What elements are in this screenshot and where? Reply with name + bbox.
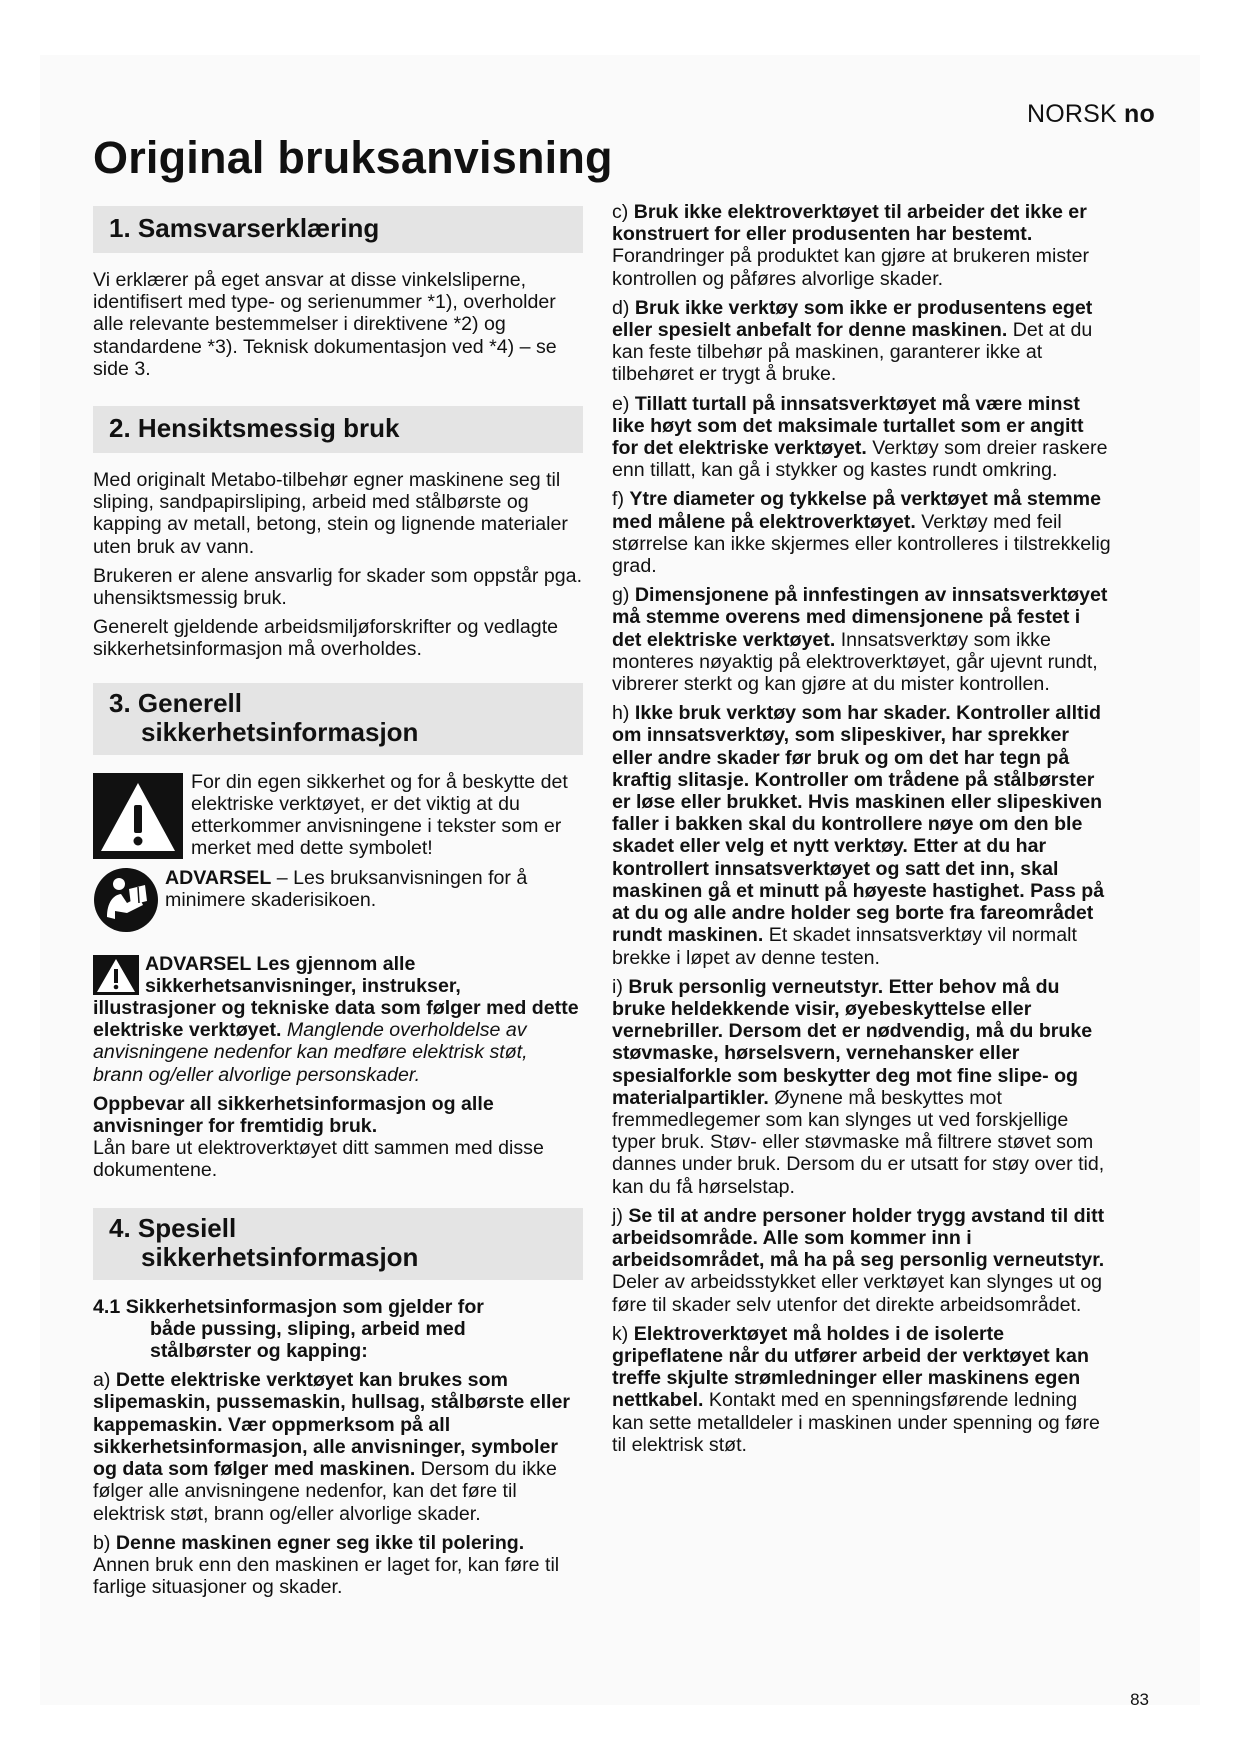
language-header — [1027, 100, 1155, 129]
item-j — [612, 1205, 1114, 1316]
small-warning-triangle-icon — [93, 955, 139, 995]
section-number: 4. — [109, 1212, 131, 1243]
item-label: h) — [612, 702, 630, 725]
item-text: Verktøy med feil størrelse kan ikke skjermes eller kontrolleres i tilstrekkelig grad. — [612, 510, 1111, 578]
section-title-line-2: sikkerhetsinformasjon — [141, 1241, 419, 1272]
section-2-paragraph: Brukeren er alene ansvarlig for skader som oppstår pga. uhensiktsmessig bruk. — [93, 564, 583, 610]
item-g — [612, 584, 1114, 695]
section-number: 2. — [109, 413, 131, 444]
item-label: b) — [93, 1531, 111, 1554]
left-column — [93, 198, 583, 1605]
section-title: Samsvarserklæring — [137, 213, 380, 243]
subsection-title-line-3: stålbørster og kapping: — [150, 1340, 368, 1363]
subsection-4-1-heading — [93, 1296, 583, 1363]
item-text: Øynene må beskyttes mot fremmedlegemer som kan slynges ut ved forskjellige typer bruk. Støv- eller støvmaske må filtrere støvet som dannes under bruk. Dersom du er utsatt for støy over tid, kan du få hørselstap. — [612, 1086, 1105, 1198]
document-title: Original bruksanvisning — [93, 132, 613, 183]
item-bold-text: Bruk ikke elektroverktøyet til arbeider det ikke er konstruert for eller produsenten har bestemt. — [612, 201, 1087, 246]
section-title: Hensiktsmessig bruk — [137, 413, 400, 444]
item-text: Annen bruk enn den maskinen er laget for, kan føre til farlige situasjoner og skader. — [93, 1553, 560, 1599]
item-h — [612, 702, 1114, 968]
item-text: Deler av arbeidsstykket eller verktøyet kan slynges ut og føre til skader selv utenfor det direkte arbeidsområdet. — [612, 1271, 1103, 1316]
read-manual-icon — [93, 867, 159, 933]
section-title-line-1: Generell — [137, 687, 242, 718]
right-column — [612, 201, 1114, 1463]
section-2-heading — [93, 406, 583, 453]
warning-label: ADVARSEL — [165, 866, 272, 889]
subsection-title-line-1: Sikkerhetsinformasjon som gjelder for — [125, 1295, 484, 1318]
general-warning-paragraph — [93, 953, 583, 1086]
item-text: Kontakt med en spenningsførende ledning kan sette metalldeler i maskinen under spenning og føre til elektrisk støt. — [612, 1389, 1100, 1456]
item-label: a) — [93, 1369, 111, 1392]
item-a — [93, 1369, 583, 1524]
keep-instructions-bold: Oppbevar all sikkerhetsinformasjon og alle anvisninger for fremtidig bruk. — [93, 1092, 494, 1138]
section-title-line-2: sikkerhetsinformasjon — [141, 716, 419, 747]
item-label: j) — [612, 1204, 623, 1227]
item-b — [93, 1532, 583, 1599]
item-text: Forandringer på produktet kan gjøre at brukeren mister kontrollen og påføres alvorlige skader. — [612, 245, 1090, 290]
warning-triangle-icon — [93, 773, 183, 859]
read-manual-text — [93, 867, 583, 911]
item-bold-text: Bruk ikke verktøy som ikke er produsentens eget eller spesielt anbefalt for denne maskinen. — [612, 296, 1093, 342]
item-bold-text: Ikke bruk verktøy som har skader. Kontroller alltid om innsatsverktøy, som slipeskiver, har sprekker eller andre skader før bruk og om det har tegn på kraftig slitasje. Kontroller om trådene på stålbørster er løse eller brukket. Hvis maskinen eller slipeskiven faller i bakken skal du kontrollere nøye om den ble skadet eller velg et nytt verktøy. Etter at du har kontrollert innsatsverktøyet og satt det inn, skal maskinen gå et minutt på høyeste hastighet. Pass på at du og alle andre holder seg borte fra fareområdet rundt maskinen. — [612, 702, 1105, 947]
warning-notice — [93, 771, 583, 861]
item-bold-text: Se til at andre personer holder trygg avstand til ditt arbeidsområde. Alle som kommer inn i arbeidsområdet, må ha på seg personlig verneutstyr. — [612, 1204, 1105, 1272]
subsection-title-line-2: både pussing, sliping, arbeid med — [150, 1317, 466, 1340]
item-text: Dersom du ikke følger alle anvisningene nedenfor, kan det føre til elektrisk støt, brann og/eller alvorlige skader. — [93, 1458, 557, 1525]
item-bold-text: Tillatt turtall på innsatsverktøyet må være minst like høyt som det maksimale turtallet som er angitt for det elektriske verktøyet. — [612, 392, 1084, 460]
section-2-paragraph: Generelt gjeldende arbeidsmiljøforskrifter og vedlagte sikkerhetsinformasjon må overholdes. — [93, 616, 559, 661]
item-bold-text: Elektroverktøyet må holdes i de isolerte gripeflatene når du utfører arbeid der verktøyet kan treffe skjulte strømledninger eller maskinens egen nettkabel. — [612, 1322, 1089, 1412]
general-warning-bold: ADVARSEL Les gjennom alle sikkerhetsanvisninger, instrukser, illustrasjoner og tekniske data som følger med dette elektriske verktøyet. — [93, 952, 579, 1042]
section-2-paragraph: Med originalt Metabo-tilbehør egner maskinene seg til sliping, sandpapirsliping, arbeid med stålbørste og kapping av metall, betong, stein og lignende materialer uten bruk av vann. — [93, 469, 568, 558]
item-c — [612, 201, 1114, 290]
item-bold-text: Denne maskinen egner seg ikke til polering. — [115, 1531, 525, 1554]
item-label: i) — [612, 975, 623, 998]
general-warning-italic: Manglende overholdelse av anvisningene nedenfor kan medføre elektrisk støt, brann og/eller alvorlige personskader. — [93, 1019, 528, 1086]
section-title-line-1: Spesiell — [137, 1212, 237, 1243]
language-name: NORSK — [1026, 100, 1117, 128]
item-label: e) — [612, 392, 630, 415]
item-label: k) — [612, 1322, 629, 1345]
item-text: Det at du kan feste tilbehør på maskinen, garanterer ikke at tilbehøret er trygt å bruke. — [612, 319, 1093, 386]
item-text: Et skadet innsatsverktøy vil normalt brekke i løpet av denne testen. — [612, 924, 1077, 969]
item-d — [612, 297, 1114, 386]
section-number: 3. — [109, 687, 131, 718]
section-4-heading — [93, 1208, 583, 1280]
item-bold-text: Ytre diameter og tykkelse på verktøyet må stemme med målene på elektroverktøyet. — [612, 488, 1101, 533]
section-1-heading — [93, 206, 583, 253]
item-k — [612, 1323, 1114, 1456]
item-bold-text: Bruk personlig verneutstyr. Etter behov må du bruke heldekkende visir, øyebeskyttelse eller vernebriller. Dersom det er nødvendig, må du bruke støvmaske, hørselsvern, vernehansker eller spesialforkle som beskytter deg mot fine slipe- og materialpartikler. — [612, 975, 1093, 1109]
section-number: 1. — [109, 213, 131, 243]
item-label: d) — [612, 296, 630, 319]
item-label: c) — [612, 201, 629, 223]
page-number: 83 — [1130, 1690, 1149, 1709]
item-label: g) — [612, 584, 630, 607]
item-bold-text: Dimensjonene på innfestingen av innsatsverktøyet må stemme overens med dimensjonene på festet i det elektriske verktøyet. — [612, 584, 1108, 651]
item-f — [612, 488, 1114, 577]
keep-instructions-text: Lån bare ut elektroverktøyet ditt sammen med disse dokumentene. — [93, 1137, 544, 1182]
section-3-heading — [93, 683, 583, 755]
language-code: no — [1124, 100, 1155, 128]
section-1-text: Vi erklærer på eget ansvar at disse vinkelsliperne, identifisert med type- og serienummer *1), overholder alle relevante bestemmelser i direktivene *2) og standardene *3). Teknisk dokumentasjon ved *4) – se side 3. — [93, 269, 557, 380]
item-i — [612, 976, 1114, 1198]
item-text: Innsatsverktøy som ikke monteres nøyaktig på elektroverktøyet, går ujevnt rundt, vibrerer sterkt og kan gjøre at du mister kontrollen. — [612, 628, 1098, 696]
item-e — [612, 393, 1114, 482]
item-label: f) — [612, 488, 624, 511]
warning-text: For din egen sikkerhet og for å beskytte det elektriske verktøyet, er det viktig at du etterkommer anvisningene i tekster som er merket med dette symbolet! — [191, 770, 568, 860]
item-text: Verktøy som dreier raskere enn tillatt, kan gå i stykker og kastes rundt omkring. — [612, 437, 1108, 482]
item-bold-text: Dette elektriske verktøyet kan brukes som slipemaskin, pussemaskin, hullsag, stålbørste eller kappemaskin. Vær oppmerksom på all sikkerhetsinformasjon, alle anvisninger, symboler og data som følger med maskinen. — [93, 1369, 570, 1481]
subsection-number: 4.1 — [93, 1295, 121, 1318]
warning-description: – Les bruksanvisningen for å minimere skaderisikoen. — [165, 866, 528, 911]
read-manual-notice — [93, 867, 583, 931]
